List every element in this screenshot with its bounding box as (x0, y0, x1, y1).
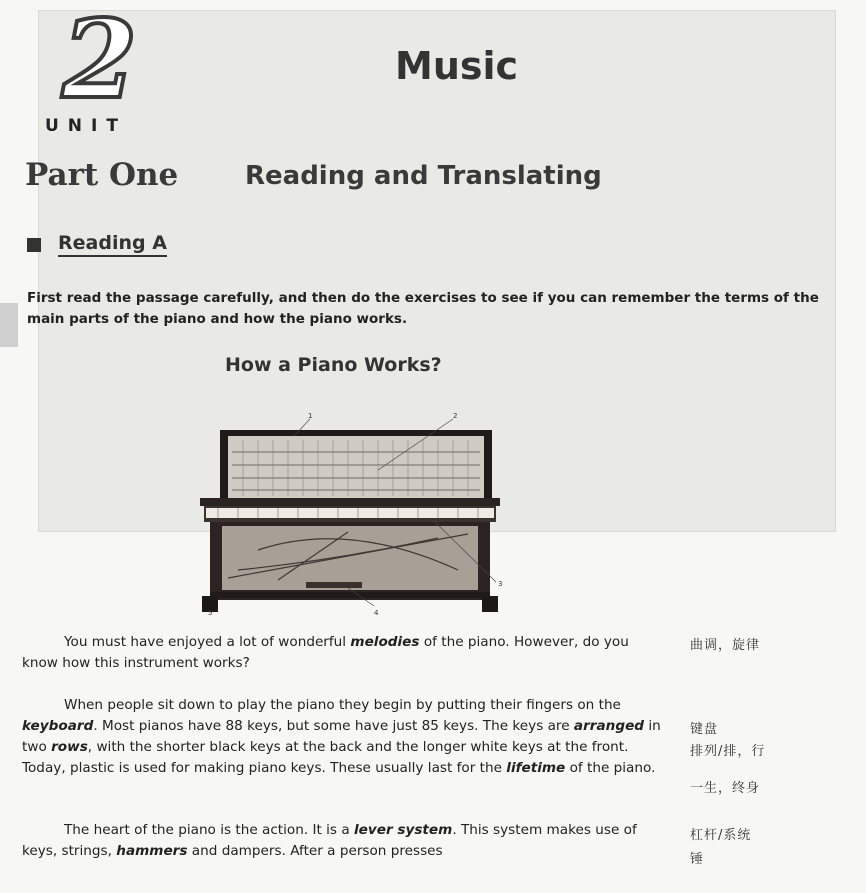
text-run: , with the shorter black keys at the back and the longer white keys at the front. Today, plastic is used for making piano keys. These usually last for the (22, 739, 629, 776)
text-run: You must have enjoyed a lot of wonderful (64, 634, 351, 650)
paragraph-text (22, 634, 629, 671)
vocab-term: melodies (350, 634, 420, 650)
vocab-term: lever system (353, 822, 453, 838)
paragraph-text (22, 697, 661, 776)
text-run: . This system makes use of keys, strings, (22, 822, 637, 859)
gloss-melodies: 曲调，旋律 (690, 638, 761, 653)
gloss-lever-system: 杠杆/系统 (690, 828, 752, 843)
vocab-term: lifetime (506, 760, 566, 776)
text-run: When people sit down to play the piano they begin by putting their fingers on the (64, 697, 621, 713)
figure-label: 1 (308, 412, 313, 420)
text-run: and dampers. After a person presses (187, 843, 443, 859)
vocab-term: arranged (573, 718, 645, 734)
square-bullet-icon (27, 238, 41, 252)
page-edge-tab (0, 303, 18, 347)
unit-label: UNIT (45, 116, 127, 136)
text-run: in two (22, 718, 661, 755)
instructions: First read the passage carefully, and then do the exercises to see if you can remember the terms of the main parts of the piano and how the piano works. (27, 290, 819, 327)
gloss-arranged-rows: 排列/排，行 (690, 744, 766, 759)
text-run: The heart of the piano is the action. It is a (64, 822, 354, 838)
figure-label: 5 (208, 609, 213, 617)
figure-label: 2 (453, 412, 458, 420)
vocab-term: rows (51, 739, 88, 755)
unit-number: 2 (62, 0, 138, 123)
section-title: Reading A (58, 232, 167, 257)
paragraph-text (22, 822, 637, 859)
text-run: . Most pianos have 88 keys, but some have just 85 keys. The keys are (93, 718, 574, 734)
section-heading (27, 232, 167, 257)
paragraph-1 (22, 632, 662, 674)
gloss-hammers: 锤 (690, 852, 705, 867)
passage-title: How a Piano Works? (225, 354, 442, 376)
part-subtitle: Reading and Translating (245, 161, 602, 191)
upright-piano-figure (198, 410, 508, 620)
part-title: Part One (25, 157, 179, 193)
vocab-term: keyboard (22, 718, 94, 734)
paragraph-2 (22, 695, 662, 779)
gloss-keyboard: 键盘 (690, 722, 719, 737)
paragraph-3 (22, 820, 662, 862)
text-run: of the piano. (565, 760, 656, 776)
figure-label: 3 (498, 580, 503, 588)
figure-label: 4 (374, 609, 379, 617)
text-run: of the piano. However, do you know how this instrument works? (22, 634, 629, 671)
vocab-term: hammers (116, 843, 188, 859)
gloss-lifetime: 一生，终身 (690, 781, 761, 796)
unit-title: Music (395, 44, 519, 88)
